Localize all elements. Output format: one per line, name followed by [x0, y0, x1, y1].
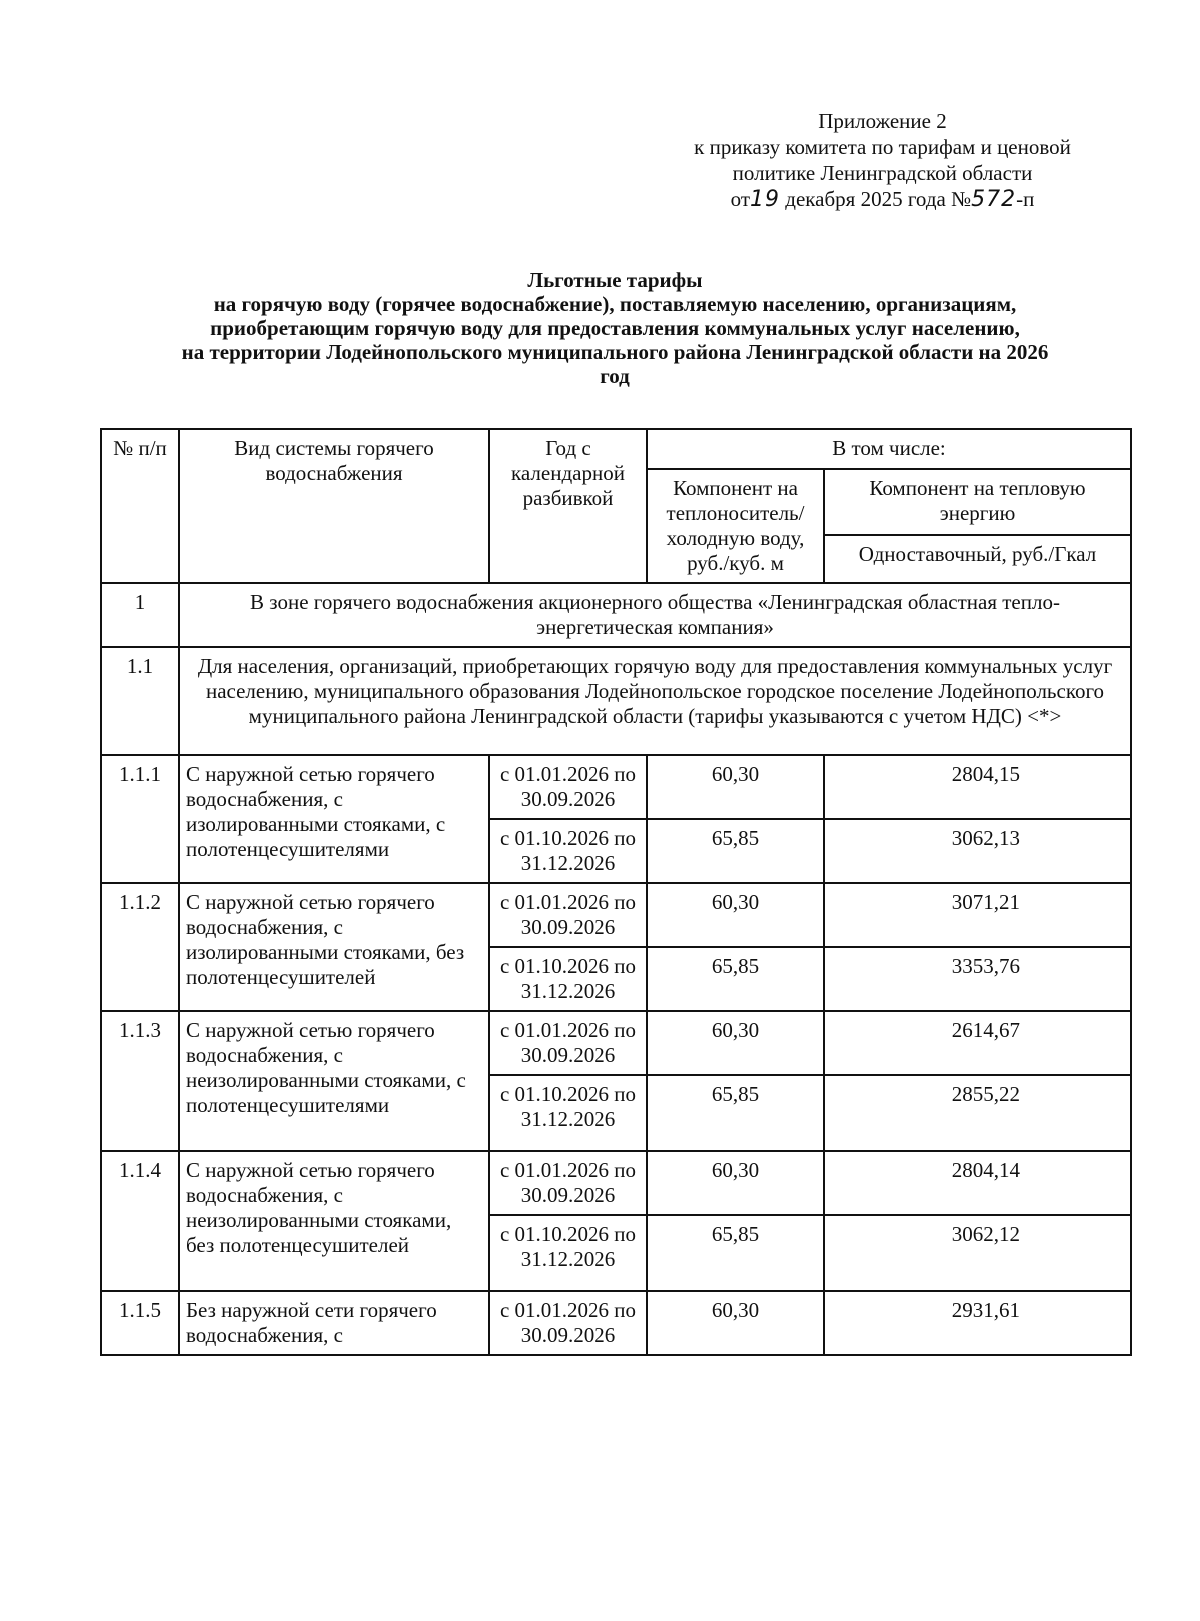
row-heat-value: 2614,67 — [824, 1011, 1131, 1075]
appendix-line2: к приказу комитета по тарифам и ценовой — [694, 135, 1071, 159]
row-period: с 01.10.2026 по 31.12.2026 — [489, 1215, 647, 1291]
row-system-type: С наружной сетью горячего водоснабжения, с изолированными стояками, с полотенцесушителями — [179, 755, 489, 883]
appendix-line3: политике Ленинградской области — [732, 161, 1033, 185]
row-period: с 01.10.2026 по 31.12.2026 — [489, 947, 647, 1011]
row-heat-value: 3071,21 — [824, 883, 1131, 947]
row-num: 1.1.4 — [101, 1151, 179, 1291]
row-heat-value: 2804,14 — [824, 1151, 1131, 1215]
section-num: 1 — [101, 583, 179, 647]
subsection-row — [101, 647, 1131, 755]
row-period: с 01.01.2026 по 30.09.2026 — [489, 1011, 647, 1075]
row-period: с 01.01.2026 по 30.09.2026 — [489, 1151, 647, 1215]
header-num: № п/п — [101, 429, 179, 583]
row-period: с 01.10.2026 по 31.12.2026 — [489, 819, 647, 883]
row-carrier-value: 65,85 — [647, 1075, 824, 1151]
tariff-table — [100, 428, 1132, 1356]
row-system-type: Без наружной сети горячего водоснабжения, с — [179, 1291, 489, 1355]
row-period: с 01.01.2026 по 30.09.2026 — [489, 1291, 647, 1355]
row-system-type: С наружной сетью горячего водоснабжения, с неизолированными стояками, с полотенцесушителями — [179, 1011, 489, 1151]
header-heat-unit: Одноставочный, руб./Гкал — [824, 535, 1131, 583]
subsection-num: 1.1 — [101, 647, 179, 755]
row-num: 1.1.3 — [101, 1011, 179, 1151]
document-title — [100, 268, 1130, 388]
handwritten-day: 19 — [750, 187, 781, 212]
row-system-type: С наружной сетью горячего водоснабжения, с изолированными стояками, без полотенцесушителей — [179, 883, 489, 1011]
title-line4: на территории Лодейнопольского муниципального района Ленинградской области на 2026 — [181, 340, 1049, 364]
header-heat: Компонент на тепловую энергию — [824, 469, 1131, 535]
appendix-block — [640, 108, 1125, 213]
appendix-line1: Приложение 2 — [818, 109, 947, 133]
header-row — [101, 429, 1131, 469]
row-heat-value: 3062,13 — [824, 819, 1131, 883]
row-period: с 01.01.2026 по 30.09.2026 — [489, 755, 647, 819]
row-carrier-value: 60,30 — [647, 1291, 824, 1355]
row-period: с 01.10.2026 по 31.12.2026 — [489, 1075, 647, 1151]
row-carrier-value: 65,85 — [647, 819, 824, 883]
header-year: Год с календарной разбивкой — [489, 429, 647, 583]
row-heat-value: 3353,76 — [824, 947, 1131, 1011]
subsection-text: Для населения, организаций, приобретающих горячую воду для предоставления коммунальных услуг населению, муниципального образования Лодейнопольское городское поселение Лодейнопольского муниципального района Ленинградской области (тарифы указываются с учетом НДС) <*> — [179, 647, 1131, 755]
table-row — [101, 1151, 1131, 1215]
table-row — [101, 1011, 1131, 1075]
header-carrier: Компонент на теплоноситель/ холодную воду, руб./куб. м — [647, 469, 824, 583]
title-line1: Льготные тарифы — [527, 268, 703, 292]
row-carrier-value: 65,85 — [647, 1215, 824, 1291]
row-carrier-value: 60,30 — [647, 1151, 824, 1215]
title-line5: год — [600, 364, 630, 388]
order-suffix: -п — [1016, 187, 1035, 211]
row-heat-value: 2855,22 — [824, 1075, 1131, 1151]
row-heat-value: 2931,61 — [824, 1291, 1131, 1355]
row-num: 1.1.2 — [101, 883, 179, 1011]
row-num: 1.1.5 — [101, 1291, 179, 1355]
appendix-date-line — [640, 186, 1125, 213]
section-text: В зоне горячего водоснабжения акционерного общества «Ленинградская областная тепло-энергетическая компания» — [179, 583, 1131, 647]
header-including: В том числе: — [647, 429, 1131, 469]
row-carrier-value: 60,30 — [647, 755, 824, 819]
table-row — [101, 755, 1131, 819]
handwritten-order-number: 572 — [971, 187, 1017, 212]
row-period: с 01.01.2026 по 30.09.2026 — [489, 883, 647, 947]
title-line2: на горячую воду (горячее водоснабжение), поставляемую населению, организациям, — [213, 292, 1017, 316]
row-heat-value: 2804,15 — [824, 755, 1131, 819]
row-carrier-value: 60,30 — [647, 1011, 824, 1075]
row-carrier-value: 60,30 — [647, 883, 824, 947]
section-row — [101, 583, 1131, 647]
row-carrier-value: 65,85 — [647, 947, 824, 1011]
title-line3: приобретающим горячую воду для предоставления коммунальных услуг населению, — [210, 316, 1020, 340]
date-rest: декабря 2025 года № — [785, 187, 972, 211]
row-system-type: С наружной сетью горячего водоснабжения, с неизолированными стояками, без полотенцесушителей — [179, 1151, 489, 1291]
date-prefix: от — [730, 187, 751, 211]
row-num: 1.1.1 — [101, 755, 179, 883]
row-heat-value: 3062,12 — [824, 1215, 1131, 1291]
table-row — [101, 1291, 1131, 1355]
header-system: Вид системы горячего водоснабжения — [179, 429, 489, 583]
table-row — [101, 883, 1131, 947]
